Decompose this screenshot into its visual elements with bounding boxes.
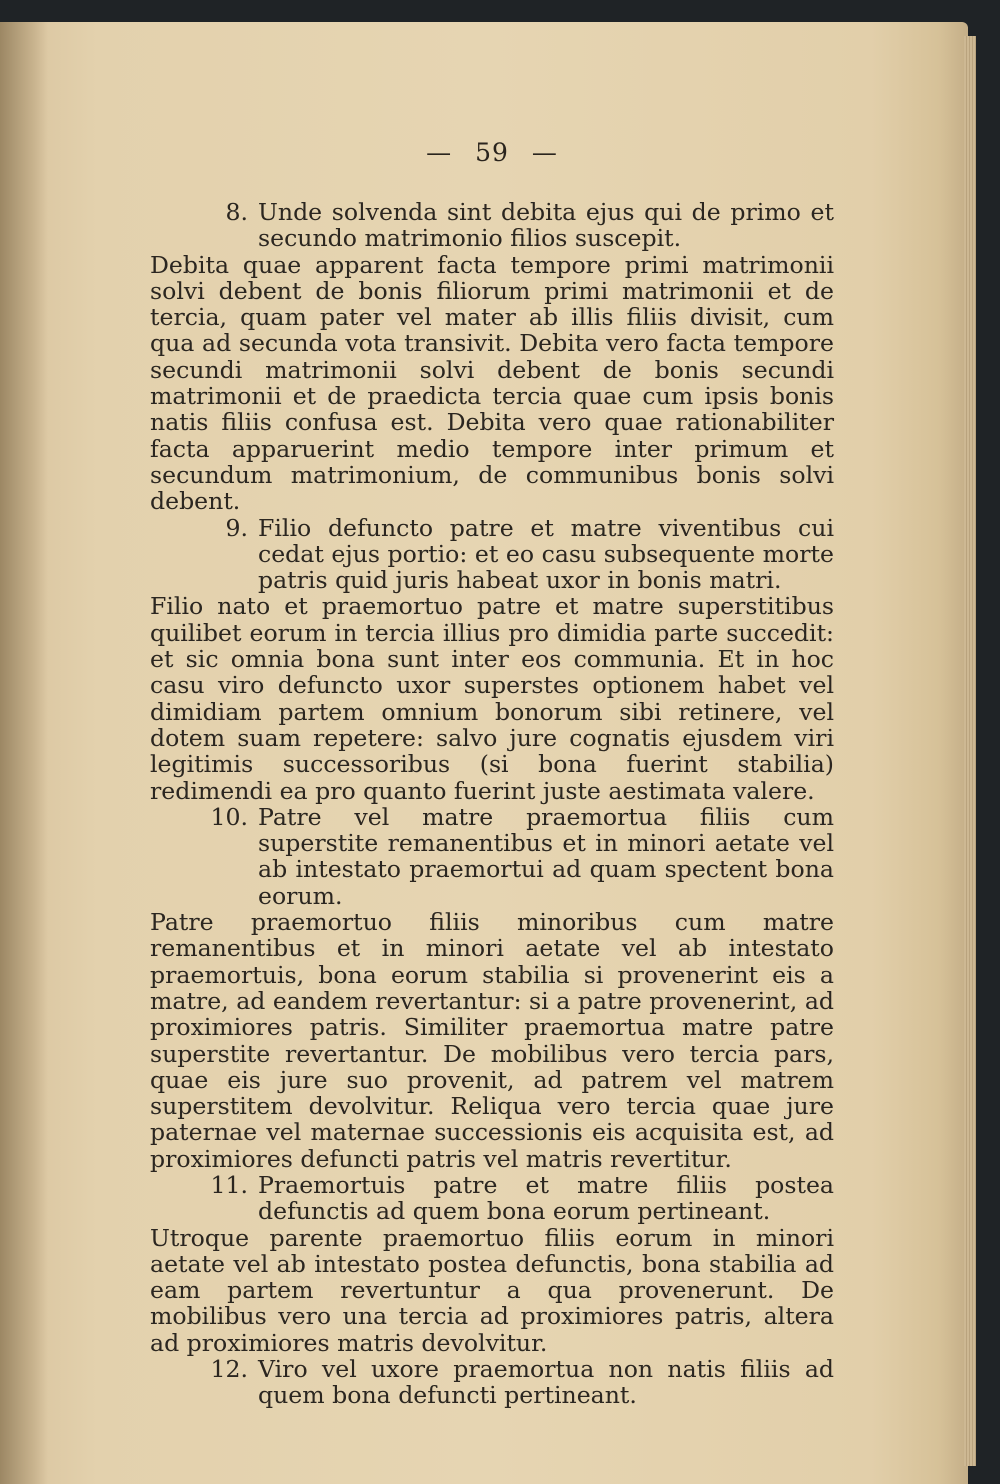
section-number: 8. [225, 198, 248, 226]
section-number: 10. [210, 802, 248, 831]
section-heading-text: Praemortuis patre et matre filiis postea defunctis ad quem bona eorum pertineant. [258, 1170, 834, 1226]
section-heading-text: Patre vel matre praemortua filiis cum superstite remanentibus et in minori aetate vel ab intestato praemortui ad quam spectent bona eorum. [258, 802, 834, 910]
header-dash-left: — [426, 138, 453, 167]
page-number: 59 [475, 138, 509, 167]
book-gutter [0, 22, 48, 1484]
section-body: Filio nato et praemortuo patre et matre superstitibus quilibet eorum in tercia illius pro dimidia parte succedit: et sic omnia bona sunt inter eos communia. Et in hoc casu viro defuncto uxor superstes optionem habet vel dimidiam partem omnium bonorum sibi retinere, vel dotem suam repetere: salvo jure cognatis ejusdem viri legitimis successoribus (si bona fuerint stabilia) redimendi ea pro quanto fuerint juste aestimata valere. [150, 592, 834, 805]
section-body: Utroque parente praemortuo filiis eorum in minori aetate vel ab intestato postea defunctis, bona stabilia ad eam partem revertuntur a qua provenerunt. De mobilibus vero una tercia ad proximiores patris, altera ad proximiores matris devolvitur. [150, 1223, 834, 1357]
section-heading [150, 1356, 834, 1409]
section-heading-text: Filio defuncto patre et matre viventibus cui cedat ejus portio: et eo casu subsequente morte patris quid juris habeat uxor in bonis matri. [258, 513, 834, 595]
section-body: Patre praemortuo filiis minoribus cum matre remanentibus et in minori aetate vel ab intestato praemortuis, bona eorum stabilia si provenerint eis a matre, ad eandem revertantur: si a patre provenerint, ad proximiores patris. Similiter praemortua matre patre superstite revertantur. De mobilibus vero tercia pars, quae eis jure suo provenit, ad patrem vel matrem superstitem devolvitur. Reliqua vero tercia quae jure paternae vel maternae successionis eis acquisita est, ad proximiores defuncti patris vel matris revertitur. [150, 908, 834, 1173]
section-number: 12. [210, 1355, 248, 1384]
page-text [150, 199, 834, 1409]
section-number: 9. [225, 513, 248, 542]
section-heading [150, 804, 834, 909]
section-heading [150, 1172, 834, 1225]
page-header [0, 138, 984, 167]
section-heading [150, 199, 834, 252]
section-heading [150, 515, 834, 594]
section-heading-text: Viro vel uxore praemortua non natis filiis ad quem bona defuncti pertineant. [258, 1355, 834, 1410]
page-edges [964, 36, 976, 1466]
header-dash-right: — [531, 138, 558, 167]
section-heading-text: Unde solvenda sint debita ejus qui de primo et secundo matrimonio filios suscepit. [258, 198, 834, 253]
section-number: 11. [210, 1170, 248, 1199]
section-body: Debita quae apparent facta tempore primi matrimonii solvi debent de bonis filiorum primi matrimonii et de tercia, quam pater vel mater ab illis filiis divisit, cum qua ad secunda vota transivit. Debita vero facta tempore secundi matrimonii solvi debent de bonis secundi matrimonii et de praedicta tercia quae cum ipsis bonis natis filiis confusa est. Debita vero quae rationabiliter facta apparuerint medio tempore inter primum et secundum matrimonium, de communibus bonis solvi debent. [150, 250, 834, 516]
